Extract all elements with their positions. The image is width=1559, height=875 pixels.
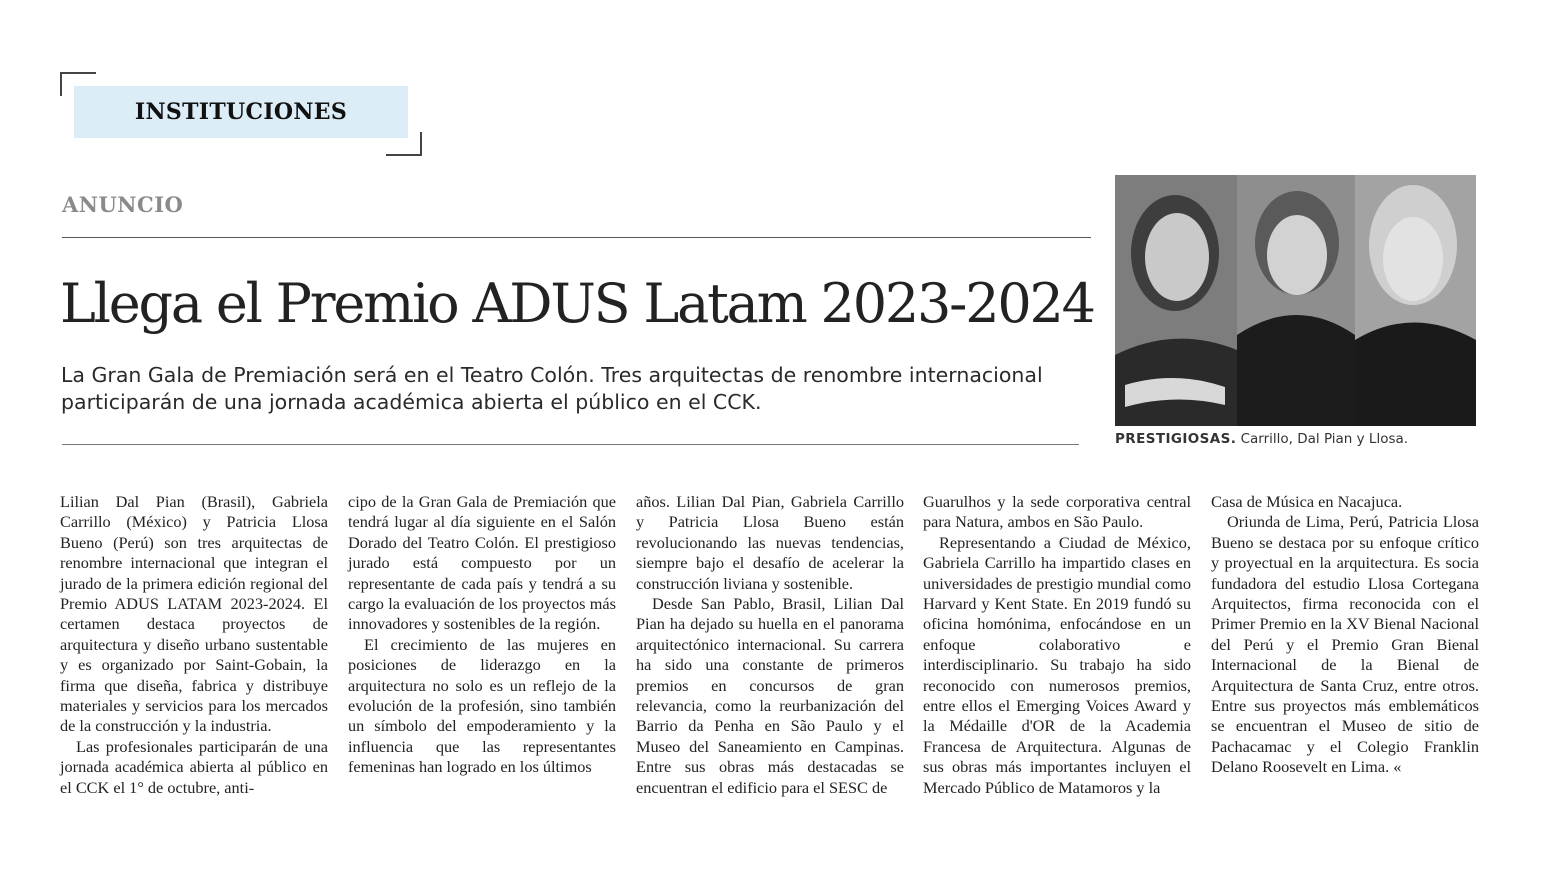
kicker: ANUNCIO bbox=[62, 192, 184, 217]
paragraph: El crecimiento de las mujeres en posiciones de liderazgo en la arquitectura no solo es un reflejo de la evolución de la profesión, sino también un símbolo del empoderamiento y la influencia que las representantes femeninas han logrado en los últimos bbox=[348, 634, 616, 777]
section-header bbox=[60, 72, 422, 156]
article-column-1 bbox=[60, 492, 328, 798]
caption-label: PRESTIGIOSAS. bbox=[1115, 431, 1237, 447]
paragraph: años. Lilian Dal Pian, Gabriela Carrillo y Patricia Llosa Bueno están revolucionando las nuevas tendencias, siempre bajo el desafío de acelerar la construcción liviana y sostenible. bbox=[636, 492, 904, 593]
section-label: INSTITUCIONES bbox=[74, 86, 408, 138]
caption-text: Carrillo, Dal Pian y Llosa. bbox=[1236, 431, 1409, 447]
paragraph: Oriunda de Lima, Perú, Patricia Llosa Bueno se destaca por su enfoque crítico y proyectual en la arquitectura. Es socia fundadora del estudio Llosa Cortegana Arquitectos, firma reconocida con el Primer Premio en la XV Bienal Nacional del Perú y el Premio Gran Bienal Internacional de la Bienal de Arquitectura de Santa Cruz, entre otros. Entre sus proyectos más emblemáticos se encuentran el Museo de sitio de Pachacamac y el Colegio Franklin Delano Roosevelt en Lima. « bbox=[1211, 512, 1479, 777]
headline: Llega el Premio ADUS Latam 2023-2024 bbox=[60, 272, 1094, 335]
architects-photo bbox=[1115, 175, 1476, 426]
paragraph: Casa de Música en Nacajuca. bbox=[1211, 492, 1403, 511]
article-column-4 bbox=[923, 492, 1191, 798]
article-column-2 bbox=[348, 492, 616, 778]
paragraph: Guarulhos y la sede corporativa central para Natura, ambos en São Paulo. bbox=[923, 492, 1191, 532]
article-column-5 bbox=[1211, 492, 1479, 778]
top-rule bbox=[62, 237, 1091, 238]
paragraph: cipo de la Gran Gala de Premiación que tendrá lugar al día siguiente en el Salón Dorado del Teatro Colón. El prestigioso jurado está compuesto por un representante de cada país y tendrá a su cargo la evaluación de los proyectos más innovadores y sostenibles de la región. bbox=[348, 492, 616, 634]
paragraph: Las profesionales participarán de una jornada académica abierta al público en el CCK el 1° de octubre, anti- bbox=[60, 736, 328, 797]
photo-caption bbox=[1115, 431, 1408, 447]
subheadline: La Gran Gala de Premiación será en el Teatro Colón. Tres arquitectas de renombre internacional participarán de una jornada académica abierta el público en el CCK. bbox=[61, 363, 1043, 414]
paragraph: Representando a Ciudad de México, Gabriela Carrillo ha impartido clases en universidades de prestigio mundial como Harvard y Kent State. En 2019 fundó su oficina homónima, enfocándose en un enfoque colaborativo e interdisciplinario. Su trabajo ha sido reconocido con numerosos premios, entre ellos el Emerging Voices Award y la Médaille d'OR de la Academia Francesa de Arquitectura. Algunas de sus obras más importantes incluyen el Mercado Público de Matamoros y la bbox=[923, 532, 1191, 797]
article-column-3 bbox=[636, 492, 904, 798]
paragraph: Desde San Pablo, Brasil, Lilian Dal Pian ha dejado su huella en el panorama arquitectónico internacional. Su carrera ha sido una constante de primeros premios en concursos de gran relevancia, como la reurbanización del Barrio da Penha en São Paulo y el Museo del Saneamiento en Campinas. Entre sus obras más destacadas se encuentran el edificio para el SESC de bbox=[636, 594, 904, 797]
subhead-rule bbox=[62, 444, 1079, 445]
paragraph: Lilian Dal Pian (Brasil), Gabriela Carrillo (México) y Patricia Llosa Bueno (Perú) son tres arquitectas de renombre internacional que integran el jurado de la primera edición regional del Premio ADUS LATAM 2023-2024. El certamen destaca proyectos de arquitectura y diseño urbano sustentable y es organizado por Saint-Gobain, la firma que diseña, fabrica y distribuye materiales y servicios para los mercados de la construcción y la industria. bbox=[60, 492, 328, 736]
